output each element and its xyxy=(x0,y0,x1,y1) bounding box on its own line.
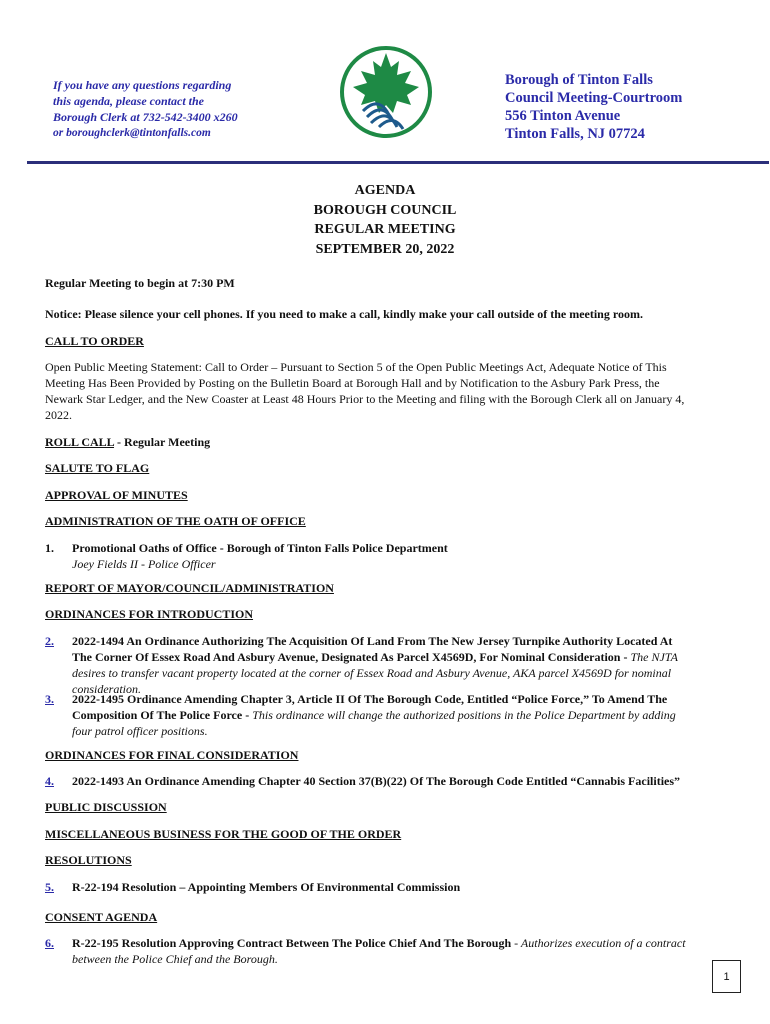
item-number: 1. xyxy=(45,541,54,555)
title-line: REGULAR MEETING xyxy=(314,222,456,237)
title-line: SEPTEMBER 20, 2022 xyxy=(315,241,455,257)
misc-heading: MISCELLANEOUS BUSINESS FOR THE GOOD OF THE ORDER xyxy=(45,827,402,841)
consent-heading: CONSENT AGENDA xyxy=(45,910,158,924)
notice: Notice: Please silence your cell phones. If you need to make a call, kindly make your call outside of the meeting room. xyxy=(45,307,643,321)
item-link-6[interactable]: 6. xyxy=(45,936,54,950)
agenda-item-1 xyxy=(72,540,752,572)
public-discussion-heading: PUBLIC DISCUSSION xyxy=(45,800,167,814)
agenda-title xyxy=(0,181,770,259)
borough-address xyxy=(505,71,682,143)
item-line xyxy=(72,707,752,723)
contact-info xyxy=(53,77,313,141)
contact-line: If you have any questions regarding xyxy=(53,78,232,92)
item-line: 2022-1495 Ordinance Amending Chapter 3, Article II Of The Borough Code, Entitled “Police Force,” To Amend The xyxy=(72,692,668,706)
item-line: desires to transfer vacant property located at the corner of Essex Road and Asbury Avenue, AKA parcel X4569D for nominal xyxy=(72,666,672,680)
item-line: four patrol officer positions. xyxy=(72,724,208,738)
statement-line: Meeting Has Been Provided by Posting on the Bulletin Board at Borough Hall and by Notification to the Asbury Park Press, the xyxy=(45,376,660,390)
address-line: Tinton Falls, NJ 07724 xyxy=(505,126,645,142)
item-title: Promotional Oaths of Office - Borough of Tinton Falls Police Department xyxy=(72,541,448,555)
item-link-3[interactable]: 3. xyxy=(45,692,54,706)
contact-email[interactable]: or boroughclerk@tintonfalls.com xyxy=(53,127,211,139)
agenda-item-4: 2022-1493 An Ordinance Amending Chapter 40 Section 37(B)(22) Of The Borough Code Entitled “Cannabis Facilities” xyxy=(72,774,681,788)
contact-line: this agenda, please contact the xyxy=(53,94,204,108)
statement-line: Newark Star Ledger, and the New Coaster at Least 48 Hours Prior to the Meeting and filing with the Borough Clerk all on January 4, xyxy=(45,392,685,406)
call-to-order-text xyxy=(45,359,735,423)
item-link-4[interactable]: 4. xyxy=(45,774,54,788)
address-line: Borough of Tinton Falls xyxy=(505,72,653,88)
roll-call-heading: ROLL CALL xyxy=(45,435,115,449)
report-heading: REPORT OF MAYOR/COUNCIL/ADMINISTRATION xyxy=(45,581,334,595)
agenda-item-6 xyxy=(72,935,752,967)
item-line: 2022-1494 An Ordinance Authorizing The Acquisition Of Land From The New Jersey Turnpike Authority Located At xyxy=(72,634,673,648)
agenda-item-5: R-22-194 Resolution – Appointing Members Of Environmental Commission xyxy=(72,880,461,894)
item-bold-text: R-22-195 Resolution Approving Contract Between The Police Chief And The Borough xyxy=(72,936,512,950)
roll-call-suffix: - Regular Meeting xyxy=(114,435,211,449)
item-line: consideration. xyxy=(72,682,141,696)
title-line: BOROUGH COUNCIL xyxy=(313,202,457,218)
salute-heading: SALUTE TO FLAG xyxy=(45,461,150,475)
address-line: 556 Tinton Avenue xyxy=(505,108,621,124)
minutes-heading: APPROVAL OF MINUTES xyxy=(45,488,188,502)
agenda-item-3 xyxy=(72,691,752,739)
item-line: between the Police Chief and the Borough. xyxy=(72,952,278,966)
item-bold-text: Composition Of The Police Force - xyxy=(72,708,253,722)
ord-final-heading: ORDINANCES FOR FINAL CONSIDERATION xyxy=(45,748,299,762)
item-link-5[interactable]: 5. xyxy=(45,880,54,894)
oath-heading: ADMINISTRATION OF THE OATH OF OFFICE xyxy=(45,514,306,528)
page-number: 1 xyxy=(712,960,741,993)
item-subtitle: Joey Fields II - Police Officer xyxy=(72,557,216,571)
item-line xyxy=(72,649,752,665)
item-line xyxy=(72,935,752,951)
call-to-order-heading: CALL TO ORDER xyxy=(45,334,144,348)
statement-line: Open Public Meeting Statement: Call to Order – Pursuant to Section 5 of the Open Public Meetings Act, Adequate Notice of This xyxy=(45,360,667,374)
item-italic-text: This ordinance will change the authorized positions in the Police Department by adding xyxy=(252,708,676,722)
item-link-2[interactable]: 2. xyxy=(45,634,54,648)
title-line: AGENDA xyxy=(354,183,416,198)
contact-line: Borough Clerk at 732-542-3400 x260 xyxy=(53,110,238,124)
item-bold-text: The Corner Of Essex Road And Asbury Avenue, Designated As Parcel X4569D, For Nominal Consideration - xyxy=(72,650,631,664)
agenda-item-2 xyxy=(72,633,752,697)
item-italic-text: The NJTA xyxy=(630,650,678,664)
address-line: Council Meeting-Courtroom xyxy=(505,90,683,106)
statement-line: 2022. xyxy=(45,408,72,422)
item-italic-text: - Authorizes execution of a contract xyxy=(511,936,686,950)
meeting-start: Regular Meeting to begin at 7:30 PM xyxy=(45,276,235,290)
roll-call xyxy=(45,434,210,450)
maple-leaf-logo-icon xyxy=(339,45,433,139)
ord-intro-heading: ORDINANCES FOR INTRODUCTION xyxy=(45,607,254,621)
resolutions-heading: RESOLUTIONS xyxy=(45,853,132,867)
header-divider xyxy=(27,161,769,164)
